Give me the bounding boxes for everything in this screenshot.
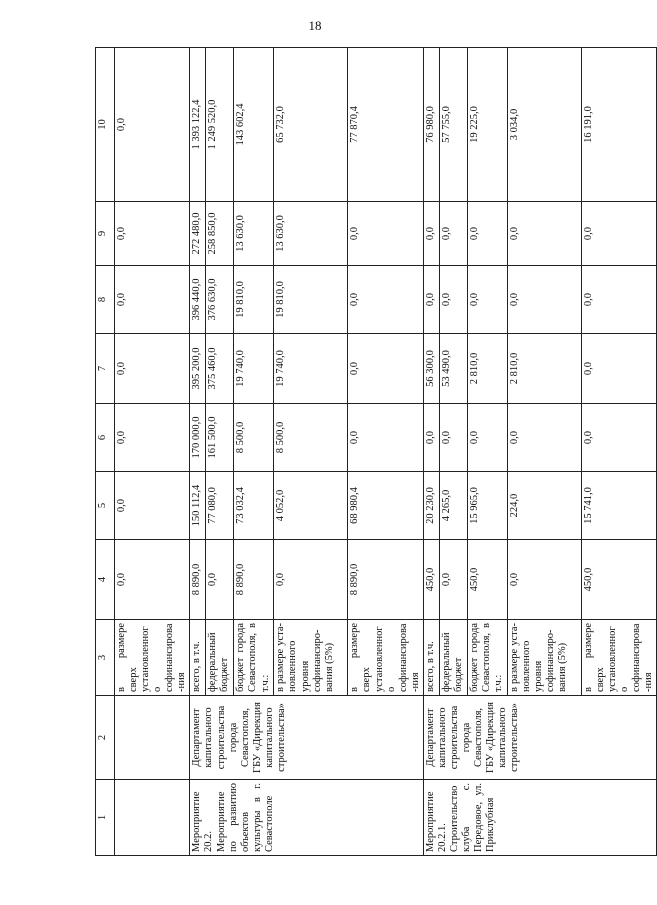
- carry-over-row: [115, 48, 190, 856]
- header-cell: 8: [96, 266, 115, 334]
- value-cell: 77 870,4: [348, 48, 423, 202]
- header-cell: 10: [96, 48, 115, 202]
- value-cell: 395 200,0: [190, 334, 206, 404]
- value-cell: 0,0: [115, 266, 190, 334]
- value-cell: 170 000,0: [190, 404, 206, 472]
- value-cell: 0,0: [115, 472, 190, 540]
- value-cell: 0,0: [348, 202, 423, 266]
- value-cell: 0,0: [581, 266, 656, 334]
- table-row: [423, 48, 439, 856]
- header-row: [96, 48, 115, 856]
- header-cell: 3: [96, 620, 115, 696]
- value-cell: 20 230,0: [423, 472, 439, 540]
- value-cell: 0,0: [206, 540, 234, 620]
- funding-source-cell: в размере сверх установленного софинансирова-ния: [115, 620, 190, 696]
- value-cell: 19 740,0: [234, 334, 274, 404]
- header-cell: 6: [96, 404, 115, 472]
- value-cell: 450,0: [581, 540, 656, 620]
- value-cell: 56 300,0: [423, 334, 439, 404]
- value-cell: 4 265,0: [439, 472, 467, 540]
- value-cell: 16 191,0: [581, 48, 656, 202]
- value-cell: 19 225,0: [467, 48, 507, 202]
- value-cell: 0,0: [581, 404, 656, 472]
- value-cell: 143 602,4: [234, 48, 274, 202]
- value-cell: 0,0: [439, 404, 467, 472]
- value-cell: 0,0: [348, 404, 423, 472]
- value-cell: 8 500,0: [274, 404, 348, 472]
- value-cell: 150 112,4: [190, 472, 206, 540]
- value-cell: 450,0: [467, 540, 507, 620]
- funding-source-cell: всего, в т.ч.: [423, 620, 439, 696]
- value-cell: 19 810,0: [234, 266, 274, 334]
- value-cell: 4 052,0: [274, 472, 348, 540]
- value-cell: 0,0: [115, 334, 190, 404]
- executor-cell: Департамент капитального строительства города Севастополя, ГБУ «Дирекция капитального строительства»: [190, 696, 423, 780]
- value-cell: 13 630,0: [234, 202, 274, 266]
- value-cell: 376 630,0: [206, 266, 234, 334]
- executor-cell: Департамент капитального строительства города Севастополя, ГБУ «Дирекция капитального строительства»: [423, 696, 656, 780]
- header-cell: 5: [96, 472, 115, 540]
- event-cell: Мероприятие 20.2.1. Строительство клуба с. Передовое, ул. Приклубная: [423, 780, 656, 856]
- event-cell: Мероприятие 20.2. Мероприятие по развитию объектов культуры в г. Севастополе: [190, 780, 423, 856]
- header-cell: 7: [96, 334, 115, 404]
- value-cell: 0,0: [507, 404, 581, 472]
- executor-cell: [115, 696, 190, 780]
- header-cell: 4: [96, 540, 115, 620]
- value-cell: 396 440,0: [190, 266, 206, 334]
- value-cell: 0,0: [439, 540, 467, 620]
- page-number: 18: [308, 18, 322, 33]
- value-cell: 57 755,0: [439, 48, 467, 202]
- value-cell: 19 810,0: [274, 266, 348, 334]
- value-cell: 0,0: [467, 404, 507, 472]
- value-cell: 8 890,0: [190, 540, 206, 620]
- funding-source-cell: в размере сверх установленного софинансирова-ния: [348, 620, 423, 696]
- value-cell: 3 034,0: [507, 48, 581, 202]
- funding-source-cell: федеральный бюджет: [439, 620, 467, 696]
- funding-source-cell: бюджет города Севастополя, в т.ч.:: [467, 620, 507, 696]
- value-cell: 0,0: [115, 48, 190, 202]
- value-cell: 375 460,0: [206, 334, 234, 404]
- value-cell: 0,0: [439, 202, 467, 266]
- value-cell: 73 032,4: [234, 472, 274, 540]
- value-cell: 450,0: [423, 540, 439, 620]
- funding-source-cell: федеральный бюджет: [206, 620, 234, 696]
- value-cell: 0,0: [467, 266, 507, 334]
- value-cell: 8 890,0: [234, 540, 274, 620]
- value-cell: 2 810,0: [507, 334, 581, 404]
- value-cell: 1 393 122,4: [190, 48, 206, 202]
- value-cell: 0,0: [439, 266, 467, 334]
- value-cell: 272 480,0: [190, 202, 206, 266]
- event-cell: [115, 780, 190, 856]
- value-cell: 0,0: [274, 540, 348, 620]
- value-cell: 53 490,0: [439, 334, 467, 404]
- value-cell: 0,0: [423, 404, 439, 472]
- financing-table: [95, 47, 657, 856]
- funding-source-cell: в размере уста-новленного уровня софинансиро-вания (5%): [274, 620, 348, 696]
- value-cell: 15 741,0: [581, 472, 656, 540]
- header-cell: 2: [96, 696, 115, 780]
- value-cell: 2 810,0: [467, 334, 507, 404]
- funding-source-cell: всего, в т.ч.: [190, 620, 206, 696]
- value-cell: 0,0: [507, 540, 581, 620]
- rotated-table-container: [95, 48, 655, 856]
- table-row: [190, 48, 206, 856]
- value-cell: 0,0: [581, 202, 656, 266]
- value-cell: 0,0: [115, 540, 190, 620]
- value-cell: 0,0: [423, 266, 439, 334]
- value-cell: 15 965,0: [467, 472, 507, 540]
- value-cell: 0,0: [115, 404, 190, 472]
- value-cell: 161 500,0: [206, 404, 234, 472]
- value-cell: 0,0: [348, 266, 423, 334]
- value-cell: 19 740,0: [274, 334, 348, 404]
- value-cell: 0,0: [507, 266, 581, 334]
- value-cell: 77 080,0: [206, 472, 234, 540]
- value-cell: 258 850,0: [206, 202, 234, 266]
- value-cell: 8 500,0: [234, 404, 274, 472]
- value-cell: 1 249 520,0: [206, 48, 234, 202]
- value-cell: 0,0: [507, 202, 581, 266]
- value-cell: 0,0: [581, 334, 656, 404]
- value-cell: 76 980,0: [423, 48, 439, 202]
- header-cell: 1: [96, 780, 115, 856]
- value-cell: 0,0: [348, 334, 423, 404]
- value-cell: 13 630,0: [274, 202, 348, 266]
- value-cell: 0,0: [467, 202, 507, 266]
- funding-source-cell: бюджет города Севастополя, в т.ч.:: [234, 620, 274, 696]
- funding-source-cell: в размере сверх установленного софинансирова-ния: [581, 620, 656, 696]
- value-cell: 68 980,4: [348, 472, 423, 540]
- value-cell: 224,0: [507, 472, 581, 540]
- value-cell: 65 732,0: [274, 48, 348, 202]
- header-cell: 9: [96, 202, 115, 266]
- funding-source-cell: в размере уста-новленного уровня софинансиро-вания (5%): [507, 620, 581, 696]
- value-cell: 0,0: [423, 202, 439, 266]
- value-cell: 0,0: [115, 202, 190, 266]
- value-cell: 8 890,0: [348, 540, 423, 620]
